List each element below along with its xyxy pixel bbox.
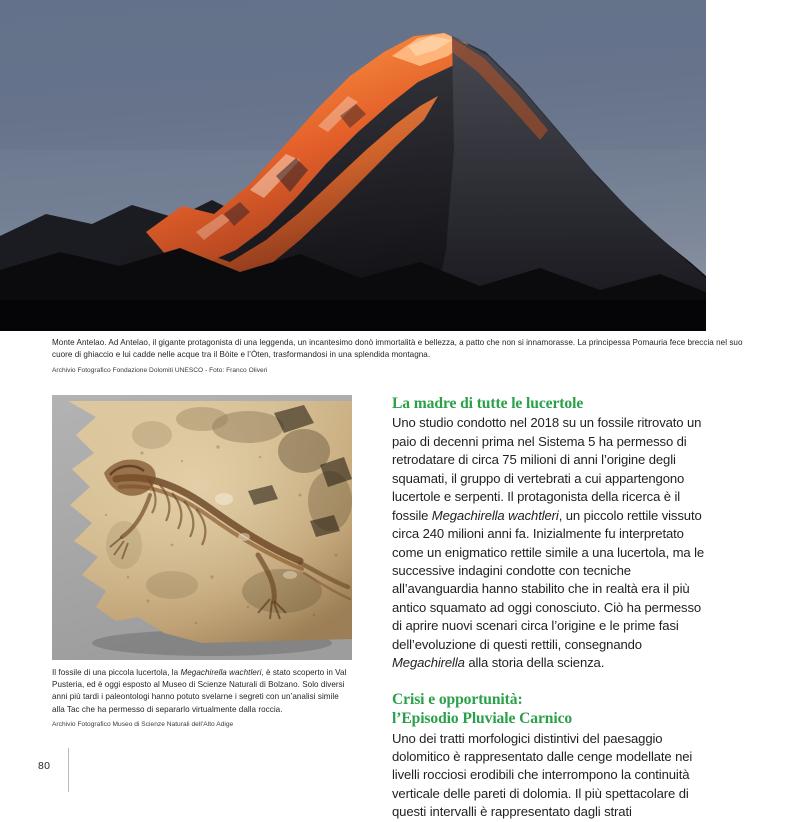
fossil-caption-part2: , è stato scoperto in Val Pusteria, ed è oggi esposto al Museo di Scienze Naturali di Bolzano. Solo diversi anni più tardi i paleontologi hanno potuto svelarne i segreti con un’analisi simile alla Tac che ha permesso di separarlo virtualmente dalla roccia. xyxy=(52,668,347,714)
par1-italic-megachirella-wachtleri: Megachirella wachtleri xyxy=(431,507,559,523)
left-column xyxy=(52,395,352,729)
fossil-photo xyxy=(52,395,352,660)
section-heading-crisi-line1: Crisi e opportunità: xyxy=(392,690,523,708)
section-spacer xyxy=(392,673,706,691)
par1-italic-megachirella: Megachirella xyxy=(392,655,465,671)
fossil-photo-credit: Archivio Fotografico Museo di Scienze Naturali dell’Alto Adige xyxy=(52,721,234,729)
par1-text-c: alla storia della scienza. xyxy=(464,655,605,671)
section-heading-crisi-line2: l’Episodio Pluviale Carnico xyxy=(392,710,573,728)
paragraph-lucertole xyxy=(392,414,706,672)
hero-caption-block xyxy=(52,337,752,375)
fossil-species-name: Megachirella wachtleri xyxy=(180,668,262,677)
fossil-caption-part1: Il fossile di una piccola lucertola, la xyxy=(52,668,181,677)
page-number: 80 xyxy=(38,760,51,772)
par1-text-a: Uno studio condotto nel 2018 su un fossile ritrovato un paio di decenni prima nel Sistema 5 ha permesso di retrodatare di circa 75 milioni di anni l’origine degli squamati, il gruppo di vertebrati a cui appartengono lucertole e serpenti. Il protagonista della ricerca è il fossile xyxy=(392,415,702,523)
par1-text-b: , un piccolo rettile vissuto circa 240 milioni anni fa. Inizialmente fu interpretato come un enigmatico rettile simile a una lucertola, ma le successive indagini condotte con tecniche all’avanguardia hanno stabilito che in realtà era il più antico squamato ad oggi conosciuto. Ciò ha permesso di aprire nuovi scenari circa l’origine e le prime fasi dell’evoluzione di questi rettili, consegnando xyxy=(392,507,705,652)
right-column xyxy=(392,395,706,822)
hero-photo-credit: Archivio Fotografico Fondazione Dolomiti UNESCO - Foto: Franco Oliveri xyxy=(52,366,268,374)
hero-mountain-photo xyxy=(0,0,706,331)
paragraph-episodio-pluviale: Uno dei tratti morfologici distintivi del paesaggio dolomitico è rappresentato dalle cenge modellate nei livelli rocciosi erodibili che interrompono la continuità verticale delle pareti di dolomia. Il più spettacolare di questi intervalli è rappresentato dagli strati xyxy=(392,730,693,820)
mountain-alpenglow-illustration xyxy=(0,0,706,331)
section-heading-lucertole: La madre di tutte le lucertole xyxy=(392,395,584,412)
folio-divider-rule xyxy=(68,748,69,792)
hero-caption-text: Monte Antelao. Ad Antelao, il gigante protagonista di una leggenda, un incantesimo donò immortalità e bellezza, a patto che non si innamorasse. La principessa Pomauria fece breccia nel suo cuore di ghiaccio e lui cadde nelle acque tra il Bòite e l’Òten, trasformandosi in una splendida montagna. xyxy=(52,338,743,360)
fossil-caption-text xyxy=(52,667,352,716)
fossil-slab-illustration xyxy=(52,395,352,660)
fossil-caption-block xyxy=(52,667,352,729)
